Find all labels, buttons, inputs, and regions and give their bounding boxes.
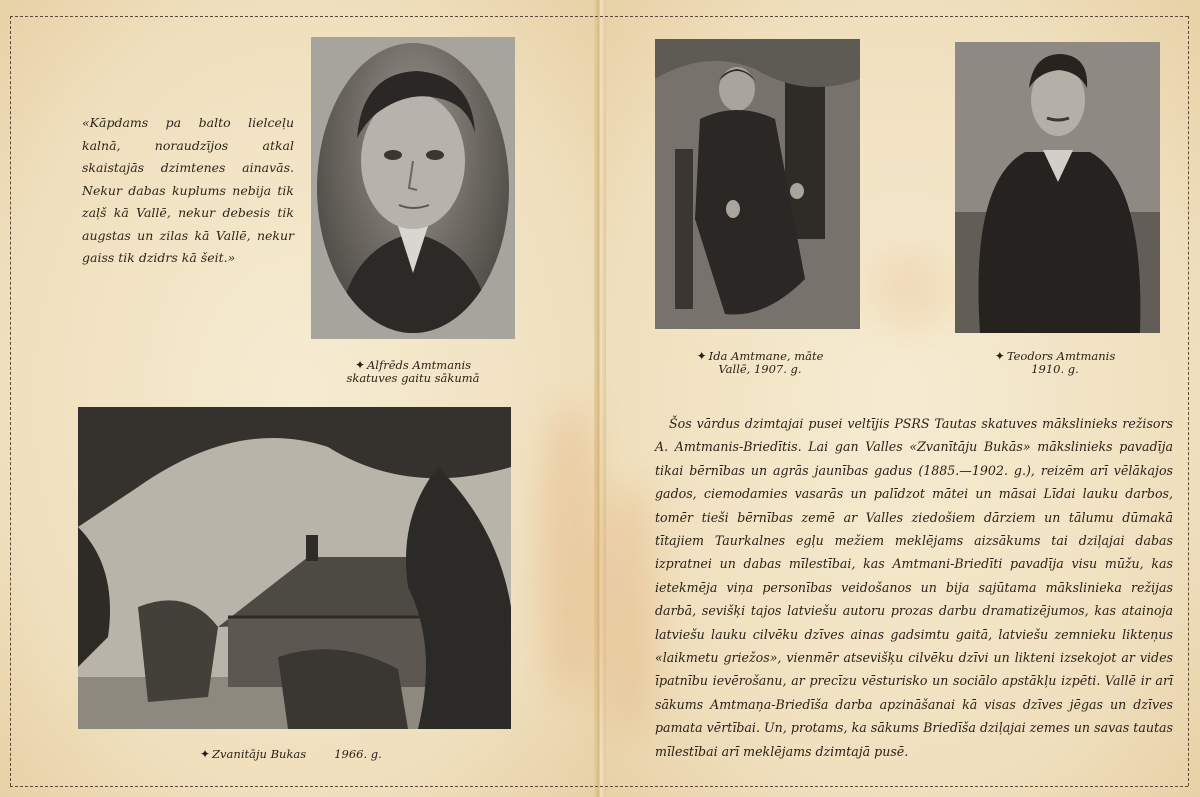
caption-alfreds-line1: Alfrēds Amtmanis xyxy=(367,358,472,372)
star-icon: ✦ xyxy=(354,358,365,372)
photo-alfreds-amtmanis xyxy=(311,37,515,339)
book-spine xyxy=(594,0,606,797)
body-text xyxy=(655,412,1173,763)
paper-stain xyxy=(870,250,950,330)
photo-ida-amtmane xyxy=(655,39,860,329)
ida-illustration xyxy=(655,39,860,329)
caption-ida-line1: Ida Amtmane, māte xyxy=(708,349,824,363)
dashed-border-right xyxy=(1188,16,1189,786)
caption-teodors-line1: Teodors Amtmanis xyxy=(1006,349,1116,363)
caption-teodors xyxy=(990,350,1120,376)
caption-alfreds-line2: skatuves gaitu sākumā xyxy=(346,371,480,385)
caption-teodors-line2: 1910. g. xyxy=(1031,362,1079,376)
star-icon: ✦ xyxy=(696,349,707,363)
star-icon: ✦ xyxy=(200,747,211,761)
caption-house xyxy=(200,748,400,761)
caption-house-name: Zvanitāju Bukas xyxy=(212,747,307,761)
paper-stain xyxy=(540,400,600,700)
photo-zvanitaju-bukas xyxy=(78,407,511,729)
caption-ida xyxy=(685,350,835,376)
portrait-illustration xyxy=(317,43,509,333)
caption-house-year: 1966. g. xyxy=(334,747,382,761)
dashed-border-top xyxy=(10,16,1188,17)
dashed-border-bottom xyxy=(10,786,1188,787)
paper-stain xyxy=(605,480,655,740)
dashed-border-left xyxy=(10,16,11,786)
teodors-illustration xyxy=(955,42,1160,333)
star-icon: ✦ xyxy=(994,349,1005,363)
house-illustration xyxy=(78,407,511,729)
caption-ida-line2: Vallē, 1907. g. xyxy=(718,362,802,376)
caption-alfreds xyxy=(338,359,488,385)
quote-text: «Kāpdams pa balto lielceļu kalnā, noraudzījos atkal skaistajās dzimtenes ainavās. Nekur dabas kuplums nebija tik zaļš kā Vallē, nekur debesis tik augstas un zilas kā Vallē, nekur gaiss tik dzidrs kā šeit.» xyxy=(82,115,294,265)
photo-teodors-amtmanis xyxy=(955,42,1160,333)
body-paragraph: Šos vārdus dzimtajai pusei veltījis PSRS Tautas skatuves mākslinieks režisors A. Amtmanis-Briedītis. Lai gan Valles «Zvanītāju Bukās» mākslinieks pavadīja tikai bērnības un agrās jaunības gadus (1885.—1902. g.), reizēm arī vēlākajos gados, ciemodamies vasarās un palīdzot mātei un māsai Līdai lauku darbos, tomēr tieši bērnības zemē ar Valles ziedošiem dārziem un tālumu dūmakā tītajiem Taurkalnes egļu mežiem meklējams aizsākums tai dziļajai dabas izpratnei un dabas mīlestībai, kas Amtmani-Briedīti pavadīja visu mūžu, kas ietekmēja viņa personības veidošanos un bija sajūtama mākslinieka režijas darbā, sevišķi tajos latviešu autoru prozas darbu dramatizējumos, kas atainoja latviešu lauku cilvēku dzīves ainas gadsimtu gaitā, latviešu zemnieku likteņus «laikmetu griežos», vienmēr atsevišķu cilvēku dzīvi un likteni izsekojot ar vides īpatnību ievērošanu, ar precīzu vēsturisko un sociālo apstākļu izpēti. Vallē ir arī sākums Amtmaņa-Briedīša darba apzināšanai kā visas dzīves jēgas un dzīves pamata vērtībai. Un, protams, ka sākums Briedīša dziļajai zemes un savas tautas mīlestībai arī meklējams dzimtajā pusē. xyxy=(655,416,1173,759)
oval-portrait xyxy=(317,43,509,333)
